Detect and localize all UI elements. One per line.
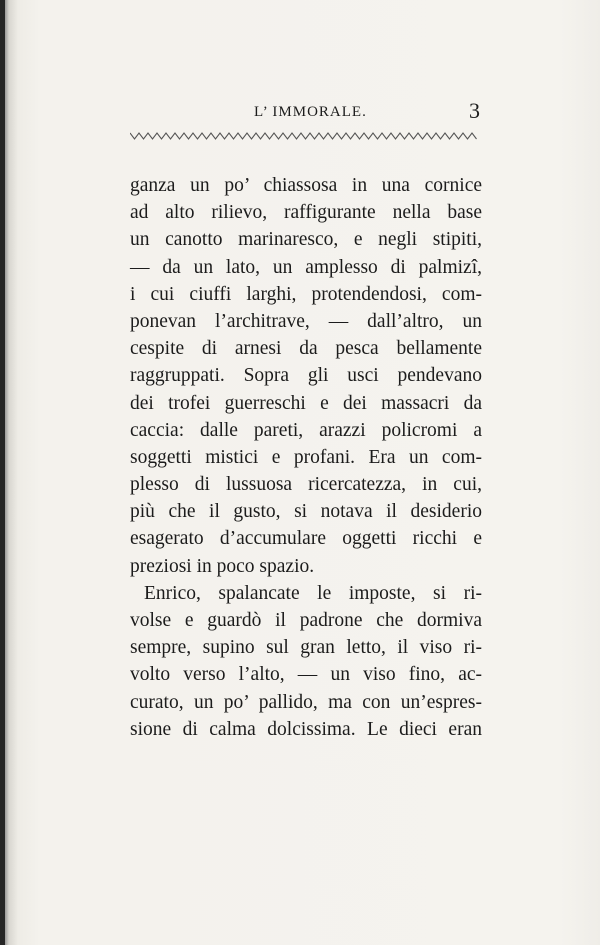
text-line: sempre, supino sul gran letto, il viso ri- — [130, 637, 482, 659]
running-head — [128, 100, 482, 130]
text-line: volto verso l’alto, — un viso fino, ac- — [130, 664, 482, 686]
text-line: i cui ciuffi larghi, protendendosi, com- — [130, 283, 482, 305]
text-line: caccia: dalle pareti, arazzi policromi a — [130, 419, 482, 441]
text-line: dei trofei guerreschi e dei massacri da — [130, 392, 482, 414]
text-line: ganza un po’ chiassosa in una cornice — [130, 175, 482, 196]
page-spine-edge — [0, 0, 5, 945]
text-line: ponevan l’architrave, — dall’altro, un — [130, 310, 482, 332]
text-line: raggruppati. Sopra gli usci pendevano — [130, 365, 482, 387]
text-line: ad alto rilievo, raffigurante nella base — [130, 202, 482, 224]
zigzag-rule-icon — [130, 130, 480, 142]
text-line: esagerato d’accumulare oggetti ricchi e — [130, 528, 482, 550]
paragraph-start-line: Enrico, spalancate le imposte, si ri- — [144, 582, 482, 604]
text-line: un canotto marinaresco, e negli stipiti, — [130, 229, 482, 251]
text-line: curato, un po’ pallido, ma con un’espres- — [130, 691, 482, 713]
text-line: volse e guardò il padrone che dormiva — [130, 610, 482, 631]
text-line: soggetti mistici e profani. Era un com- — [130, 446, 482, 468]
text-line: — da un lato, un amplesso di palmizî, — [130, 256, 482, 278]
text-line: sione di calma dolcissima. Le dieci eran — [130, 718, 482, 740]
page-number: 3 — [469, 98, 480, 123]
text-line: plesso di lussuosa ricercatezza, in cui, — [130, 474, 482, 496]
body-text — [130, 172, 482, 743]
paragraph-end-line: preziosi in poco spazio. — [130, 555, 315, 577]
text-line: cespite di arnesi da pesca bellamente — [130, 338, 482, 360]
running-title: L’ IMMORALE. — [254, 104, 367, 120]
text-line: più che il gusto, si notava il desiderio — [130, 501, 482, 523]
